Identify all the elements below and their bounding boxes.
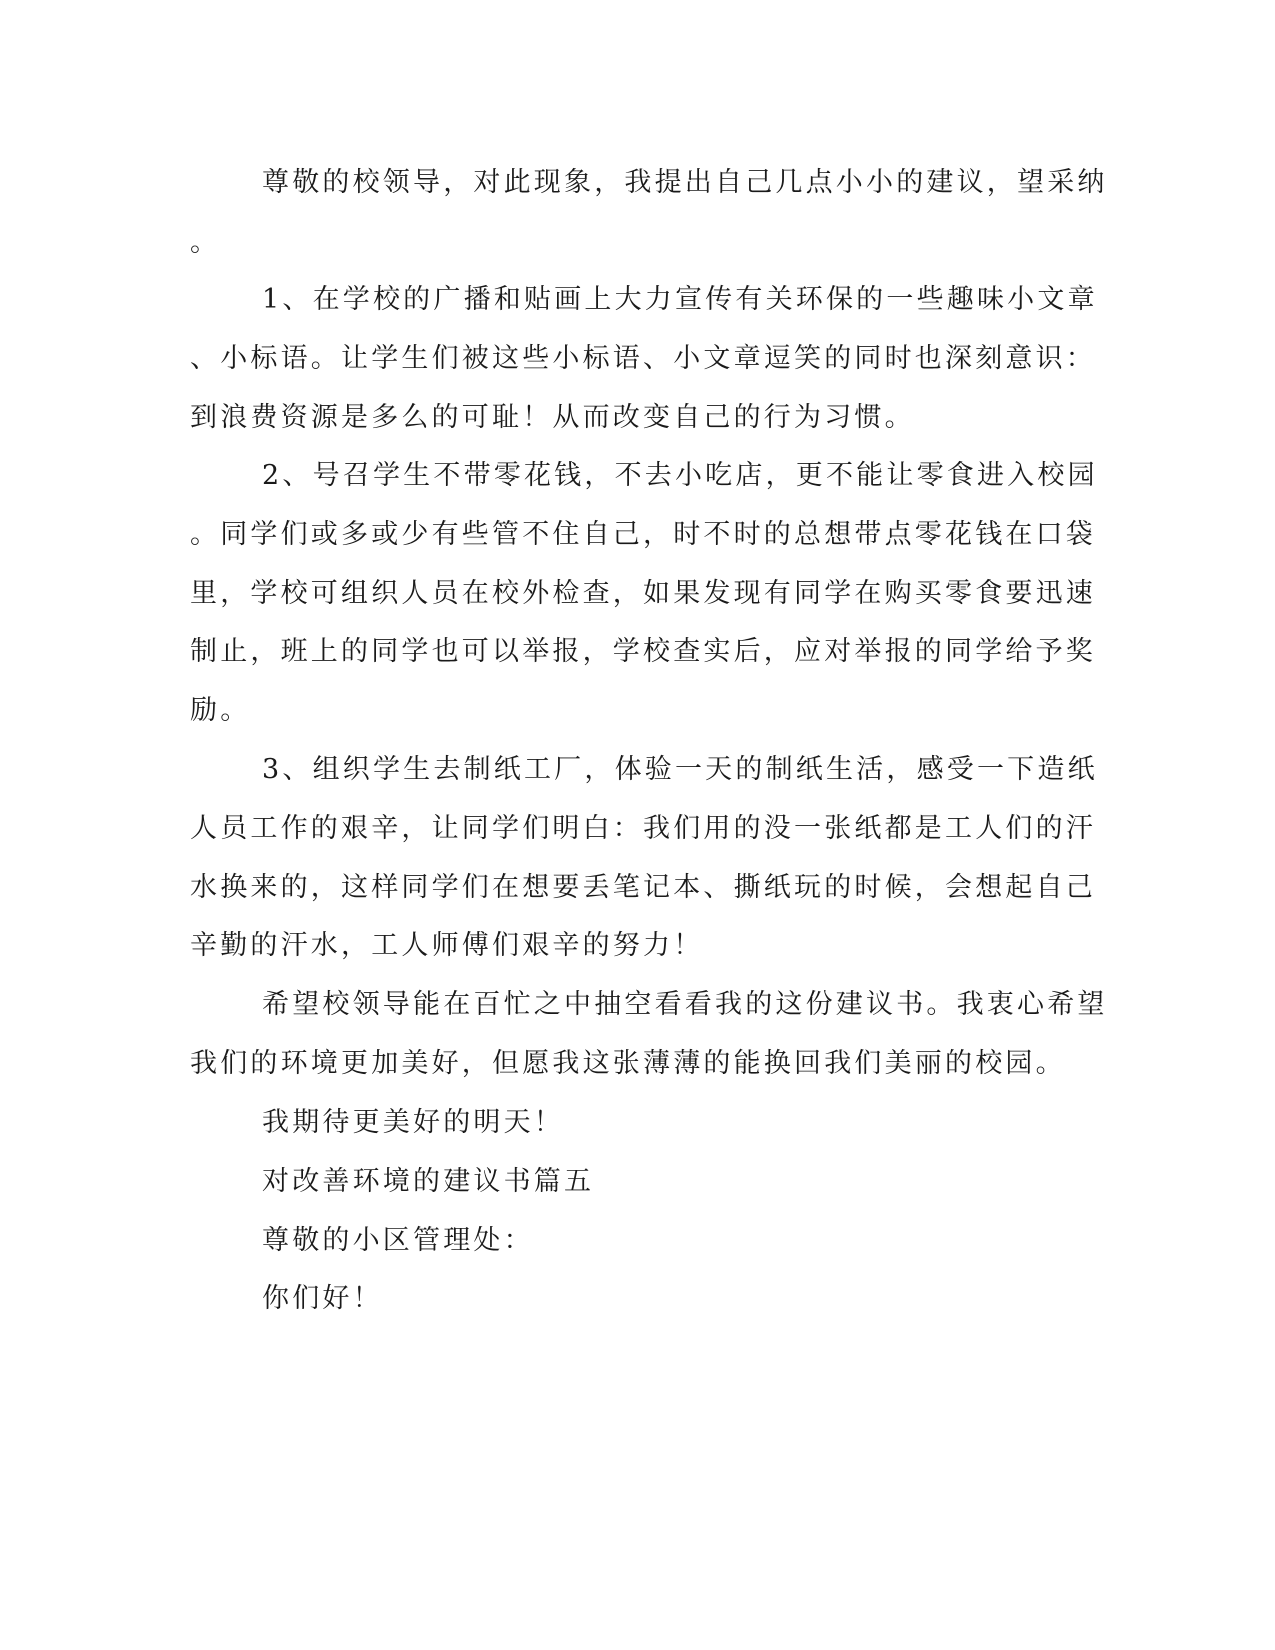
paragraph-line: 励。	[190, 695, 251, 726]
paragraph-line: 辛勤的汗水，工人师傅们艰辛的努力！	[190, 930, 704, 961]
paragraph-line: 1、在学校的广播和贴画上大力宣传有关环保的一些趣味小文章	[262, 284, 1098, 315]
closing-line: 我期待更美好的明天！	[262, 1107, 564, 1138]
paragraph-line: 到浪费资源是多么的可耻！从而改变自己的行为习惯。	[190, 402, 915, 433]
paragraph-line: 。	[190, 227, 221, 258]
paragraph-line: 人员工作的艰辛，让同学们明白：我们用的没一张纸都是工人们的汗	[190, 813, 1096, 844]
paragraph-line: 我们的环境更加美好，但愿我这张薄薄的能换回我们美丽的校园。	[190, 1048, 1066, 1079]
paragraph-line: 制止，班上的同学也可以举报，学校查实后，应对举报的同学给予奖	[190, 636, 1096, 667]
paragraph-line: 水换来的，这样同学们在想要丢笔记本、撕纸玩的时候，会想起自己	[190, 872, 1096, 903]
paragraph-line: 。同学们或多或少有些管不住自己，时不时的总想带点零花钱在口袋	[190, 519, 1096, 550]
paragraph-line: 尊敬的校领导，对此现象，我提出自己几点小小的建议，望采纳	[262, 167, 1108, 198]
paragraph-line: 3、组织学生去制纸工厂，体验一天的制纸生活，感受一下造纸	[262, 754, 1098, 785]
paragraph-line: 、小标语。让学生们被这些小标语、小文章逗笑的同时也深刻意识：	[190, 343, 1096, 374]
greeting-line: 你们好！	[262, 1283, 383, 1314]
paragraph-line: 里，学校可组织人员在校外检查，如果发现有同学在购买零食要迅速	[190, 578, 1096, 609]
paragraph-line: 2、号召学生不带零花钱，不去小吃店，更不能让零食进入校园	[262, 460, 1098, 491]
paragraph-line: 希望校领导能在百忙之中抽空看看我的这份建议书。我衷心希望	[262, 989, 1108, 1020]
salutation-line: 尊敬的小区管理处：	[262, 1225, 534, 1256]
section-heading: 对改善环境的建议书篇五	[262, 1166, 595, 1197]
